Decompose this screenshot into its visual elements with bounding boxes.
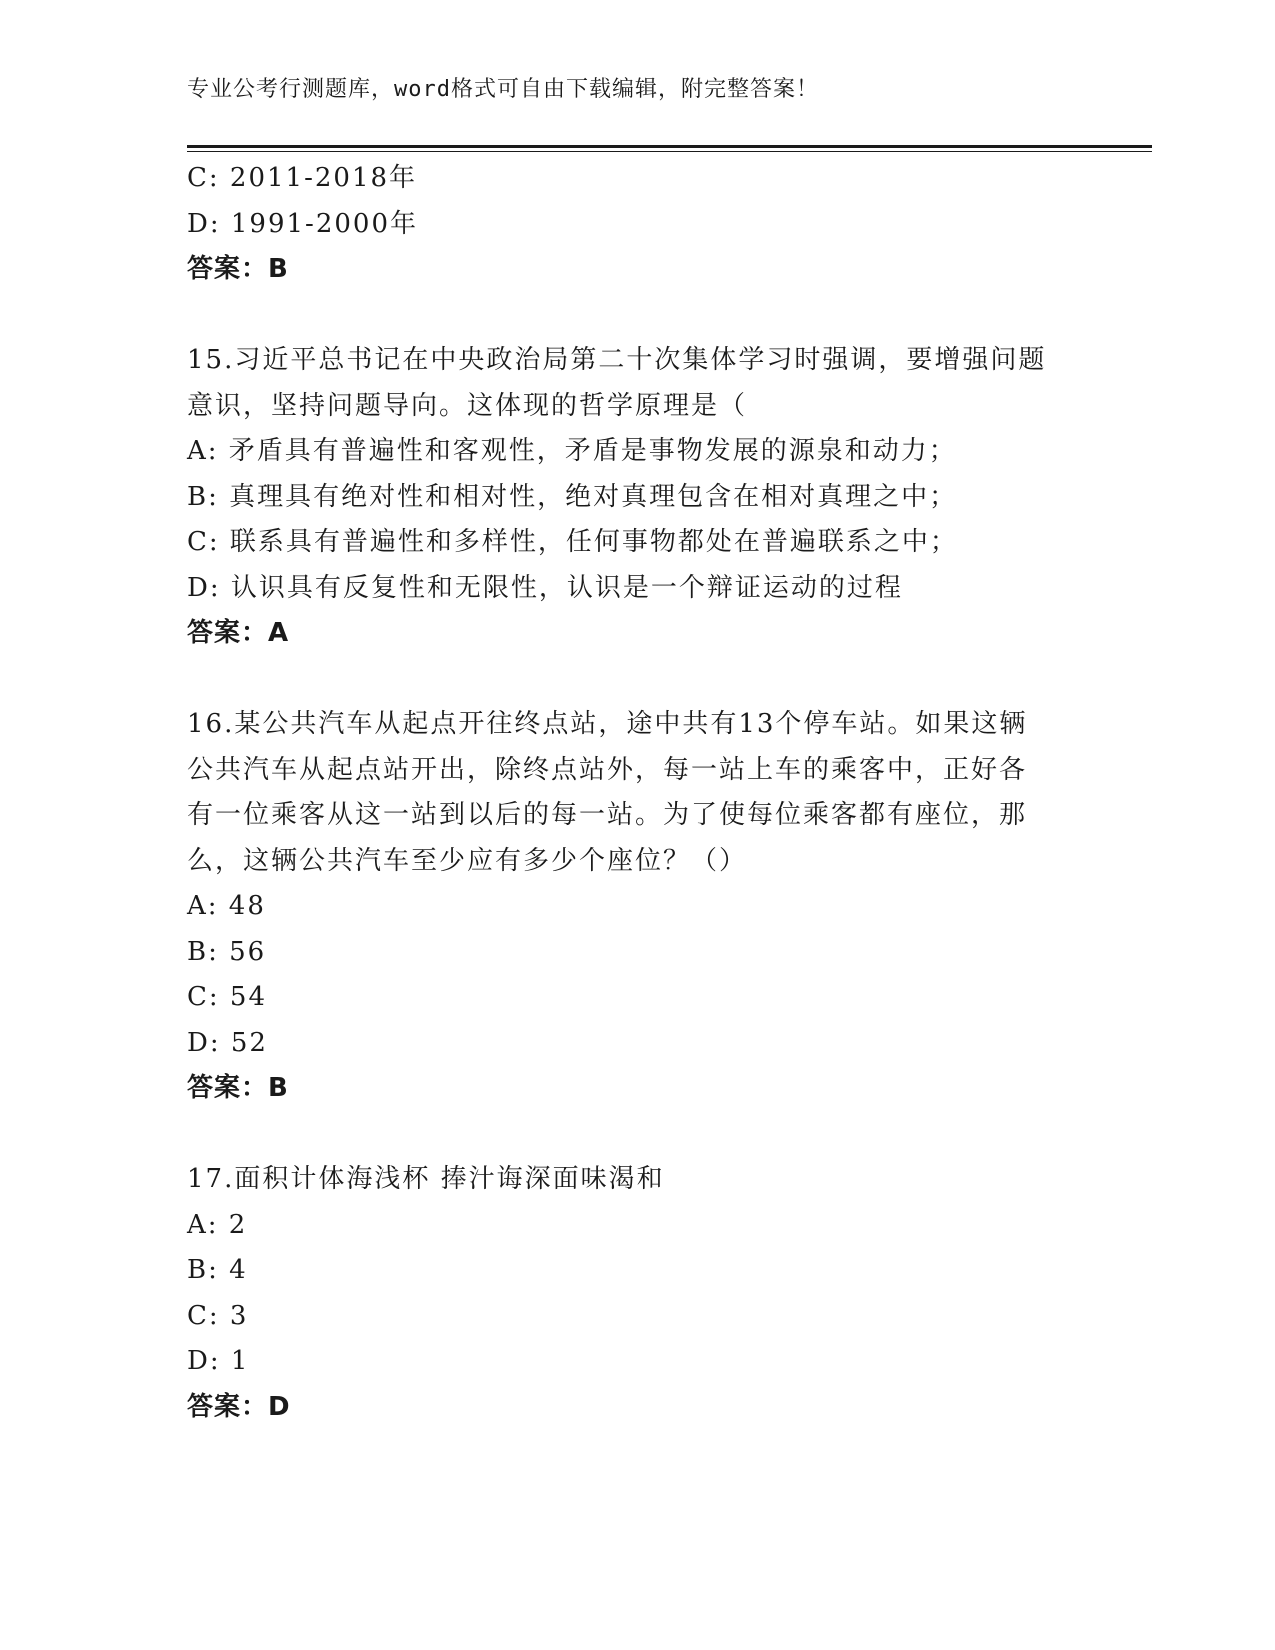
header-rule-thin (187, 151, 1152, 152)
spacer (187, 1112, 1087, 1158)
question-15 (187, 338, 1087, 657)
prev-question-block (187, 156, 1087, 293)
question-text-line: 有一位乘客从这一站到以后的每一站。为了使每位乘客都有座位，那 (187, 800, 1028, 830)
question-text-line: 公共汽车从起点站开出，除终点站外，每一站上车的乘客中，正好各 (187, 754, 1028, 785)
option-c: C: 3 (187, 1300, 249, 1331)
spacer (187, 293, 1087, 339)
option-a: A: 48 (187, 891, 266, 921)
question-text-line: 16.某公共汽车从起点开往终点站，途中共有13个停车站。如果这辆 (187, 709, 1028, 739)
option-b: B: 真理具有绝对性和相对性，绝对真理包含在相对真理之中； (187, 481, 958, 512)
option-d: D: 1991-2000年 (187, 208, 418, 239)
spacer (187, 657, 1087, 703)
question-text-line: 15.习近平总书记在中央政治局第二十次集体学习时强调，要增强问题 (187, 345, 1047, 375)
option-d: D: 认识具有反复性和无限性，认识是一个辩证运动的过程 (187, 572, 903, 603)
answer-line: 答案：D (187, 1391, 291, 1422)
question-text-line: 么，这辆公共汽车至少应有多少个座位？（） (187, 845, 748, 876)
page-header: 专业公考行测题库，word格式可自由下载编辑，附完整答案！ (187, 77, 819, 102)
option-b: B: 56 (187, 936, 267, 967)
question-16 (187, 702, 1087, 1112)
answer-line: 答案：B (187, 254, 289, 284)
header-rule-thick (187, 145, 1152, 148)
option-d: D: 1 (187, 1346, 250, 1376)
question-content (187, 156, 1087, 1430)
question-text-line: 意识，坚持问题导向。这体现的哲学原理是（ (187, 390, 748, 421)
question-17 (187, 1157, 1087, 1430)
option-d: D: 52 (187, 1027, 268, 1058)
option-b: B: 4 (187, 1255, 248, 1285)
question-text-line: 17.面积计体海浅杯 捧汁诲深面味渴和 (187, 1164, 665, 1194)
option-a: A: 2 (187, 1209, 248, 1240)
answer-line: 答案：B (187, 1073, 289, 1103)
option-c: C: 54 (187, 982, 268, 1012)
option-c: C: 联系具有普遍性和多样性，任何事物都处在普遍联系之中； (187, 527, 958, 557)
option-c: C: 2011-2018年 (187, 163, 418, 193)
answer-line: 答案：A (187, 618, 290, 648)
option-a: A: 矛盾具有普遍性和客观性，矛盾是事物发展的源泉和动力； (187, 436, 957, 466)
